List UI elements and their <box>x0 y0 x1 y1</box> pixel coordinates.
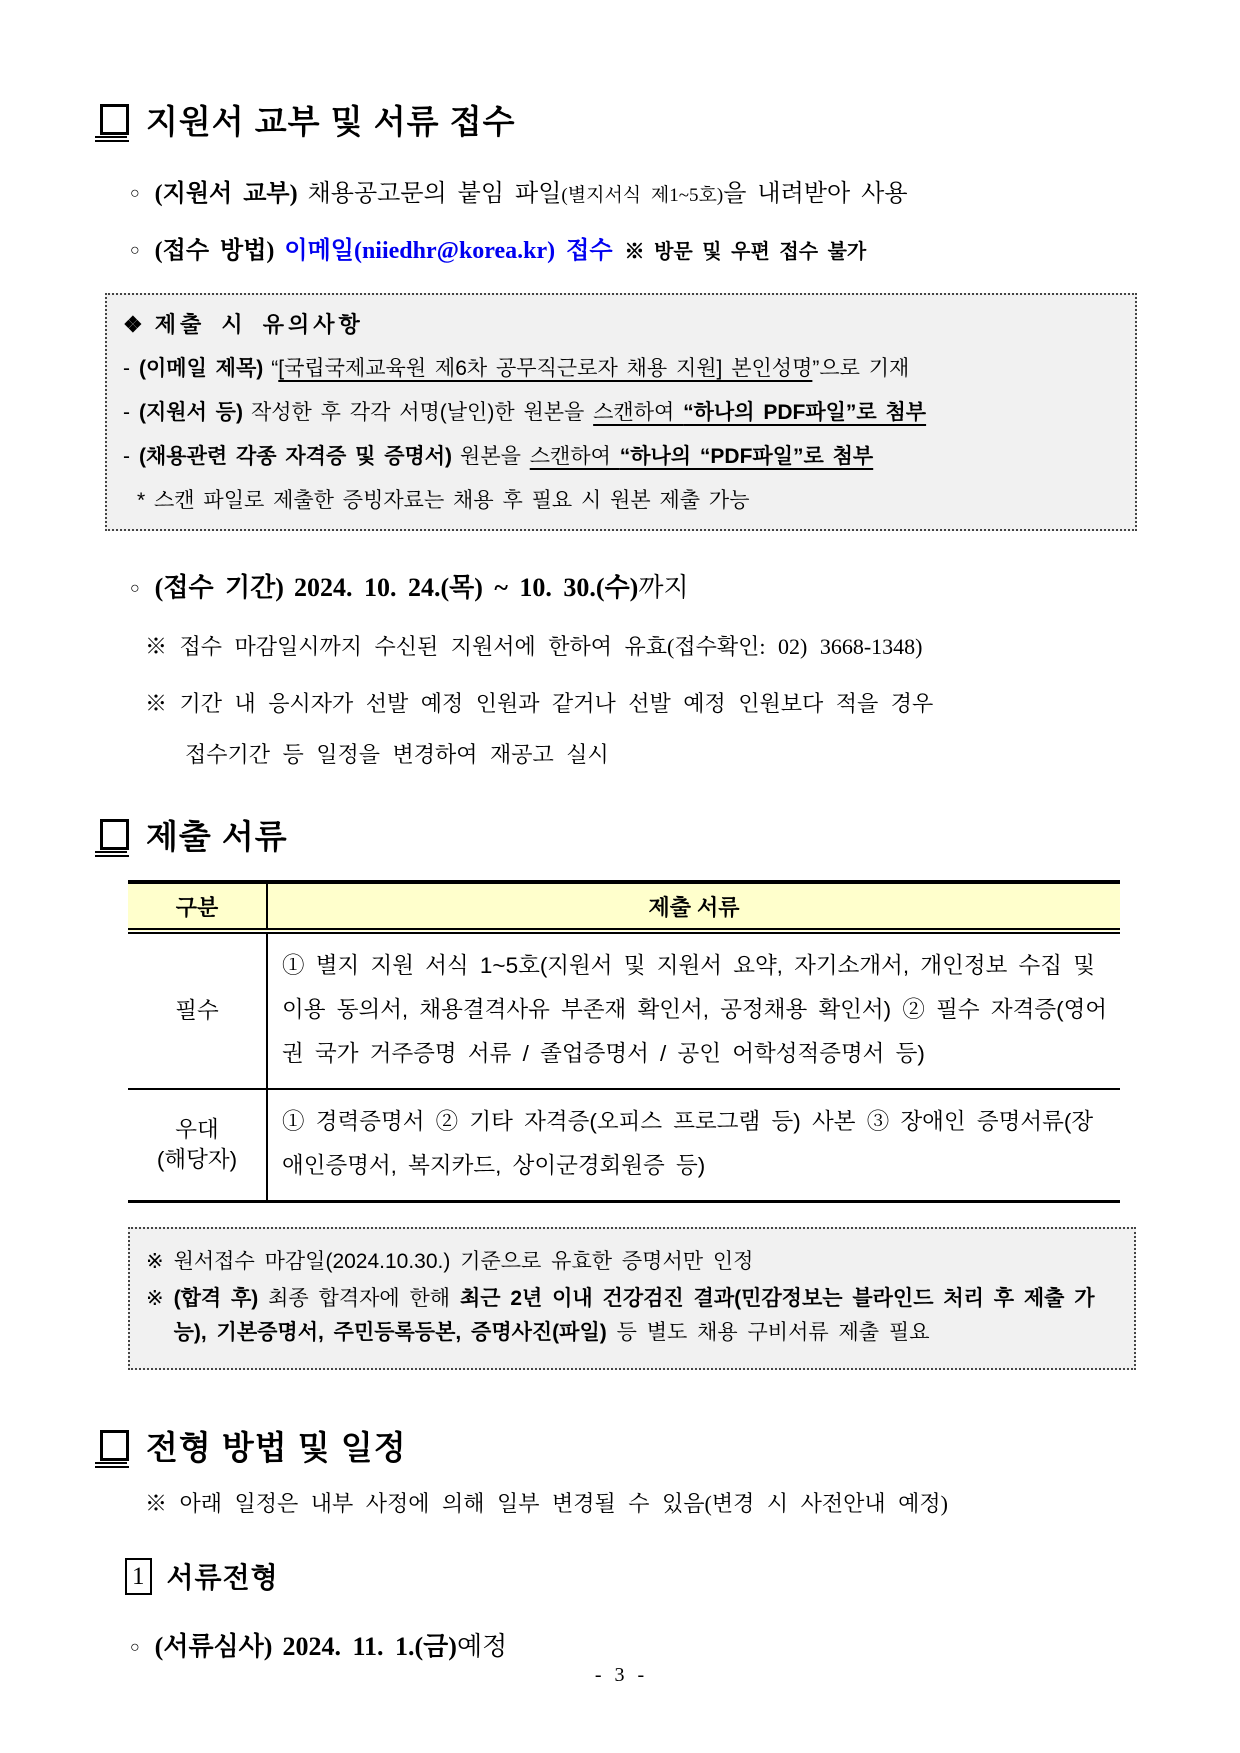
bullet-submission-method <box>130 230 1137 265</box>
section-title: 전형 방법 및 일정 <box>146 1429 407 1466</box>
notice-bold-text: “하나의 “PDF파일”로 첨부 <box>619 445 874 468</box>
bullet-text: 을 내려받아 사용 <box>723 181 908 207</box>
circle-bullet-icon: ○ <box>130 185 140 202</box>
certificate-notes-box <box>128 1227 1136 1370</box>
row-label-preferred <box>128 1089 267 1202</box>
notice-label: (이메일 제목) <box>139 357 264 380</box>
section-title: 지원서 교부 및 서류 접수 <box>146 103 516 140</box>
notice-bold-text: 최근 2년 이내 건강검진 결과(민감정보는 블라인드 처리 후 제출 가능), 기본증명서, 주민등록등본, 증명사진(파일) <box>173 1287 1095 1344</box>
notice-line-email-subject <box>123 355 1115 383</box>
notice-title-row <box>123 308 1115 339</box>
bullet-text-small: (별지서식 제1~5호) <box>561 185 724 206</box>
notice-text: 원본을 <box>460 445 530 468</box>
review-date: 2024. 11. 1.(금) <box>282 1632 457 1661</box>
period-dates: 2024. 10. 24.(목) ~ 10. 30.(수) <box>293 573 639 602</box>
shadowed-square-icon <box>100 104 129 135</box>
table-row <box>128 1089 1120 1202</box>
notice-bold-label: (합격 후) <box>173 1287 259 1310</box>
notice-label: (채용관련 각종 자격증 및 증명서) <box>139 445 453 468</box>
section-title: 제출 서류 <box>146 818 288 855</box>
notice-text: “ <box>271 357 279 380</box>
circle-bullet-icon: ○ <box>130 580 140 597</box>
section-heading-selection-schedule <box>100 1422 1137 1469</box>
no-visit-mail-note: ※ 방문 및 우편 접수 불가 <box>624 241 867 263</box>
row-content-preferred: ① 경력증명서 ② 기타 자격증(오피스 프로그램 등) 사본 ③ 장애인 증명서류(장애인증명서, 복지카드, 상이군경회원증 등) <box>267 1089 1120 1202</box>
bullet-submission-period <box>130 567 1137 604</box>
note-reannouncement-2: 접수기간 등 일정을 변경하여 재공고 실시 <box>185 742 609 767</box>
reference-mark-icon: ※ <box>146 1250 164 1273</box>
notice-title: 제출 시 유의사항 <box>154 312 364 337</box>
shadowed-square-icon <box>100 819 129 850</box>
bullet-label: (접수 기간) <box>154 573 284 602</box>
submission-documents-table <box>128 880 1120 1203</box>
reference-mark-icon: ※ <box>146 1287 164 1310</box>
notice-underlined-group <box>593 401 926 424</box>
dash-bullet: - <box>123 401 130 424</box>
note-deadline-valid: ※ 접수 마감일시까지 수신된 지원서에 한하여 유효(접수확인: 02) 3668-1348) <box>145 634 923 659</box>
shadowed-square-icon <box>100 1430 129 1461</box>
notice-bold-text: “하나의 PDF파일”로 첨부 <box>683 401 927 424</box>
notice-line-after-pass <box>146 1282 1114 1350</box>
notice-text: ”으로 기재 <box>812 357 910 380</box>
column-header-category: 구분 <box>128 882 267 931</box>
email-link[interactable]: 이메일(niiedhr@korea.kr) 접수 <box>284 238 613 264</box>
dash-bullet: - <box>123 445 130 468</box>
bullet-label: (접수 방법) <box>154 238 275 264</box>
notice-line-original-docs: * 스캔 파일로 제출한 증빙자료는 채용 후 필요 시 원본 제출 가능 <box>137 489 750 512</box>
table-header-row <box>128 882 1120 931</box>
bullet-document-review-date <box>130 1626 1137 1663</box>
notice-underlined-text: [국립국제교육원 제6차 공무직근로자 채용 지원] 본인성명 <box>278 357 813 380</box>
page-number: - 3 - <box>594 1664 646 1686</box>
note-schedule-change: ※ 아래 일정은 내부 사정에 의해 일부 변경될 수 있음(변경 시 사전안내 예정) <box>145 1491 948 1516</box>
period-suffix: 까지 <box>638 573 689 602</box>
notice-line-application-scan <box>123 399 1115 427</box>
row-label-line: 필수 <box>175 998 219 1023</box>
bullet-application-distribution <box>130 173 1137 208</box>
notice-text: 작성한 후 각각 서명(날인)한 원본을 <box>250 401 594 424</box>
notice-text: 등 별도 채용 구비서류 제출 필요 <box>606 1321 930 1344</box>
bullet-label: (지원서 교부) <box>154 181 298 207</box>
row-label-line: (해당자) <box>156 1147 238 1172</box>
notice-text-group <box>174 1282 1114 1350</box>
step-title: 서류전형 <box>166 1562 279 1593</box>
notice-text: 원서접수 마감일(2024.10.30.) 기준으로 유효한 증명서만 인정 <box>173 1250 754 1273</box>
bullet-label: (서류심사) <box>154 1632 273 1661</box>
note-reannouncement-1: ※ 기간 내 응시자가 선발 예정 인원과 같거나 선발 예정 인원보다 적을 경우 <box>145 691 934 716</box>
notice-underlined-group <box>530 445 873 468</box>
circle-bullet-icon: ○ <box>130 1639 140 1656</box>
row-content-required: ① 별지 지원 서식 1~5호(지원서 및 지원서 요약, 자기소개서, 개인정보 수집 및 이용 동의서, 채용결격사유 부존재 확인서, 공정채용 확인서) ② 필수 자격증(영어권 국가 거주증명 서류 / 졸업증명서 / 공인 어학성적증명서 등) <box>282 953 1108 1066</box>
table-row <box>128 931 1120 1089</box>
notice-line-certificates-scan <box>123 443 1115 471</box>
section-heading-submission-documents <box>100 811 1137 858</box>
notice-text: 스캔하여 <box>529 445 620 468</box>
four-diamonds-icon: ❖ <box>123 312 143 337</box>
step-heading-document-screening <box>125 1556 1137 1596</box>
section-heading-application-receipt <box>100 96 1137 143</box>
boxed-number-icon: 1 <box>125 1558 152 1595</box>
submission-notes-box <box>105 293 1137 531</box>
dash-bullet: - <box>123 357 130 380</box>
column-header-documents: 제출 서류 <box>267 882 1120 931</box>
notice-text: 최종 합격자에 한해 <box>258 1287 460 1310</box>
notice-line-valid-certificates <box>146 1245 1114 1279</box>
row-label-line: 우대 <box>175 1117 219 1142</box>
notice-text: 스캔하여 <box>593 401 684 424</box>
circle-bullet-icon: ○ <box>130 242 140 259</box>
notice-label: (지원서 등) <box>139 401 243 424</box>
bullet-text: 채용공고문의 붙임 파일 <box>307 181 562 207</box>
row-label-required <box>128 931 267 1089</box>
review-suffix: 예정 <box>456 1632 508 1661</box>
